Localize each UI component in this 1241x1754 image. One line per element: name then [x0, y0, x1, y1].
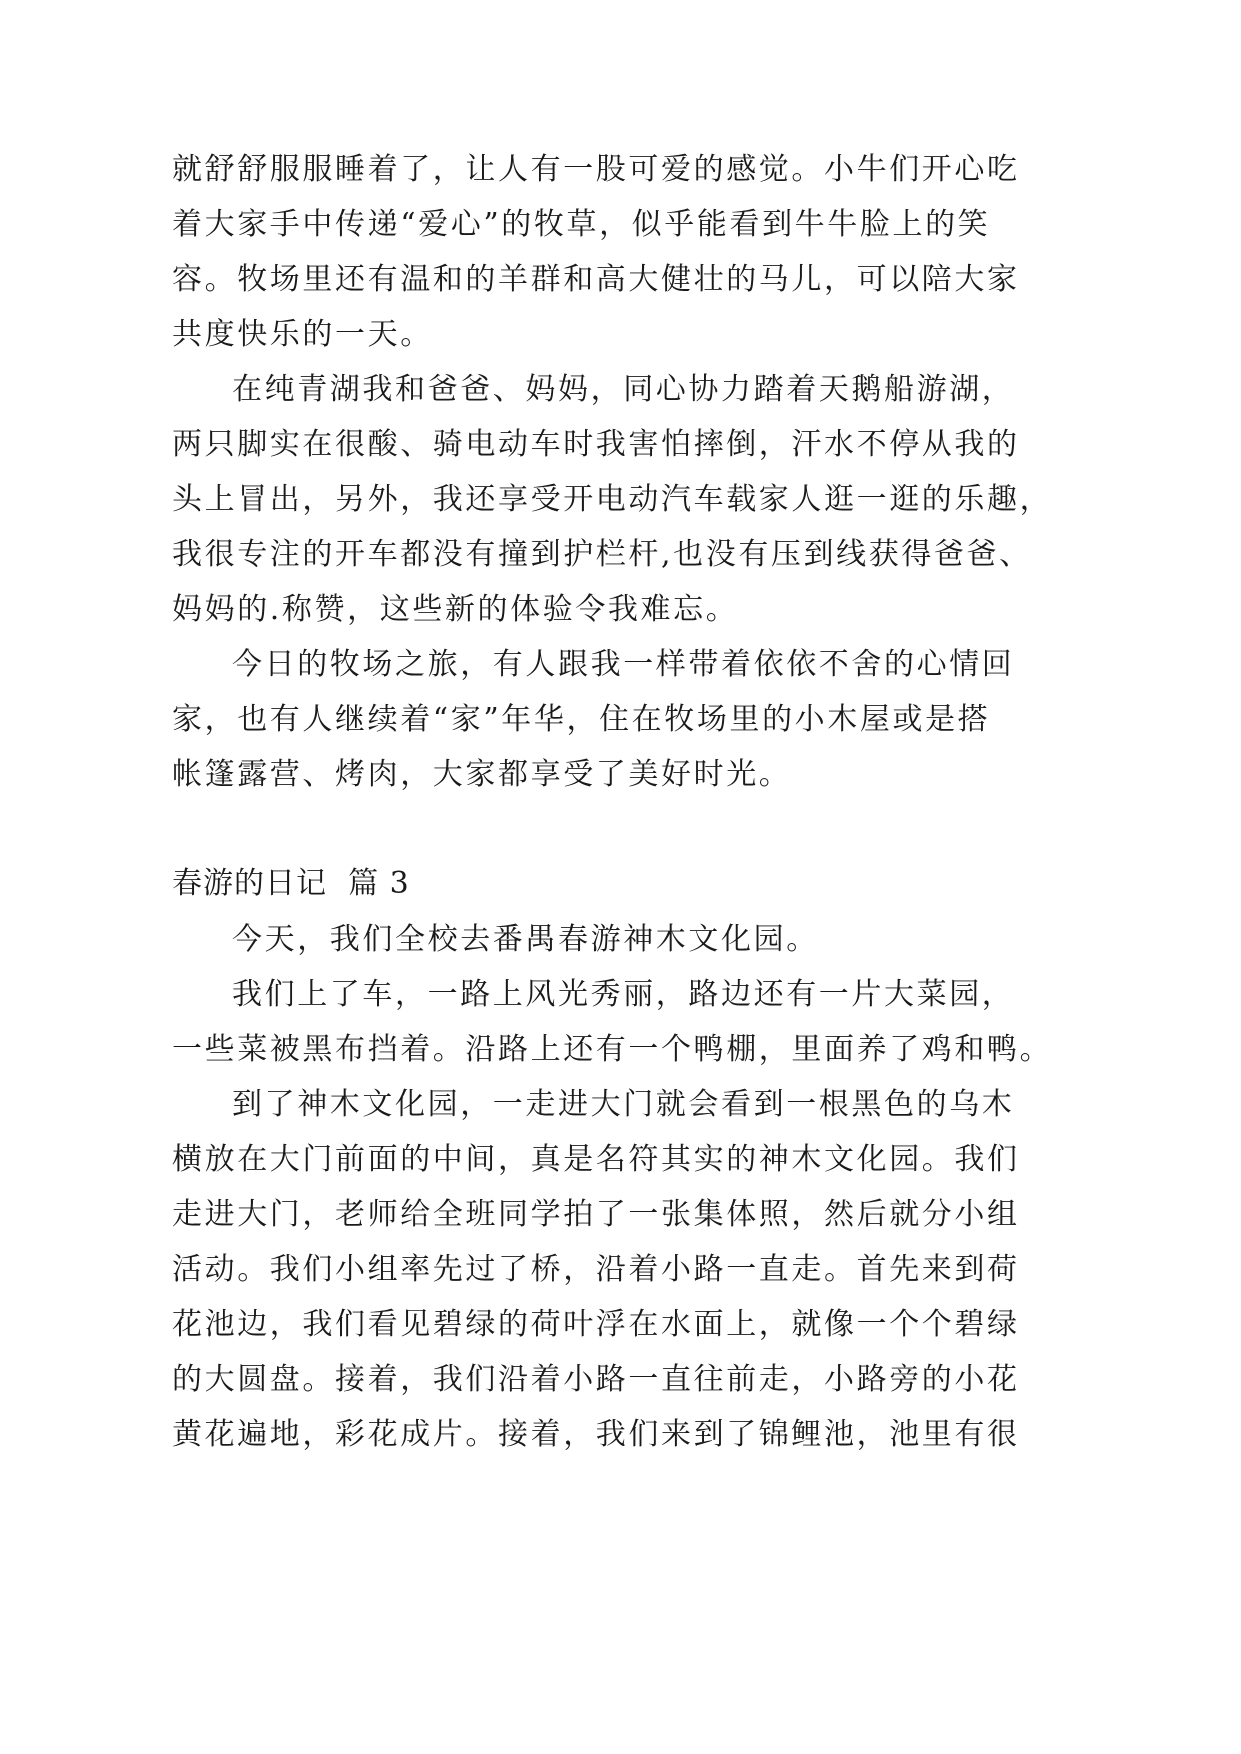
text-line: 的大圆盘。接着，我们沿着小路一直往前走，小路旁的小花 — [172, 1362, 1020, 1397]
text-line: 帐篷露营、烤肉，大家都享受了美好时光。 — [172, 757, 792, 792]
text-line: 妈妈的.称赞，这些新的体验令我难忘。 — [172, 592, 739, 627]
text-line: 我很专注的开车都没有撞到护栏杆,也没有压到线获得爸爸、 — [172, 537, 1032, 572]
text-line: 横放在大门前面的中间，真是名符其实的神木文化园。我们 — [172, 1142, 1020, 1177]
text-line: 两只脚实在很酸、骑电动车时我害怕摔倒，汗水不停从我的 — [172, 427, 1020, 462]
text-line: 容。牧场里还有温和的羊群和高大健壮的马儿，可以陪大家 — [172, 262, 1020, 297]
text-line: 到了神木文化园，一走进大门就会看到一根黑色的乌木 — [232, 1087, 1015, 1122]
text-line: 一些菜被黑布挡着。沿路上还有一个鸭棚，里面养了鸡和鸭。 — [172, 1032, 1053, 1067]
text-line: 花池边，我们看见碧绿的荷叶浮在水面上，就像一个个碧绿 — [172, 1307, 1020, 1342]
text-line: 在纯青湖我和爸爸、妈妈，同心协力踏着天鹅船游湖， — [232, 372, 1015, 407]
text-line: 就舒舒服服睡着了，让人有一股可爱的感觉。小牛们开心吃 — [172, 152, 1020, 187]
text-line: 活动。我们小组率先过了桥，沿着小路一直走。首先来到荷 — [172, 1252, 1020, 1287]
text-line: 共度快乐的一天。 — [172, 317, 433, 352]
text-line: 头上冒出，另外，我还享受开电动汽车载家人逛一逛的乐趣， — [172, 482, 1053, 517]
text-line: 今日的牧场之旅，有人跟我一样带着依依不舍的心情回 — [232, 647, 1015, 682]
text-line: 着大家手中传递“爱心”的牧草，似乎能看到牛牛脸上的笑 — [172, 207, 991, 242]
text-line: 走进大门，老师给全班同学拍了一张集体照，然后就分小组 — [172, 1197, 1020, 1232]
text-line: 家，也有人继续着“家”年华，住在牧场里的小木屋或是搭 — [172, 702, 991, 737]
text-line: 今天，我们全校去番禺春游神木文化园。 — [232, 922, 819, 957]
section-heading: 春游的日记 篇 3 — [172, 866, 410, 901]
text-line: 黄花遍地，彩花成片。接着，我们来到了锦鲤池，池里有很 — [172, 1417, 1020, 1452]
text-line: 我们上了车，一路上风光秀丽，路边还有一片大菜园， — [232, 977, 1015, 1012]
